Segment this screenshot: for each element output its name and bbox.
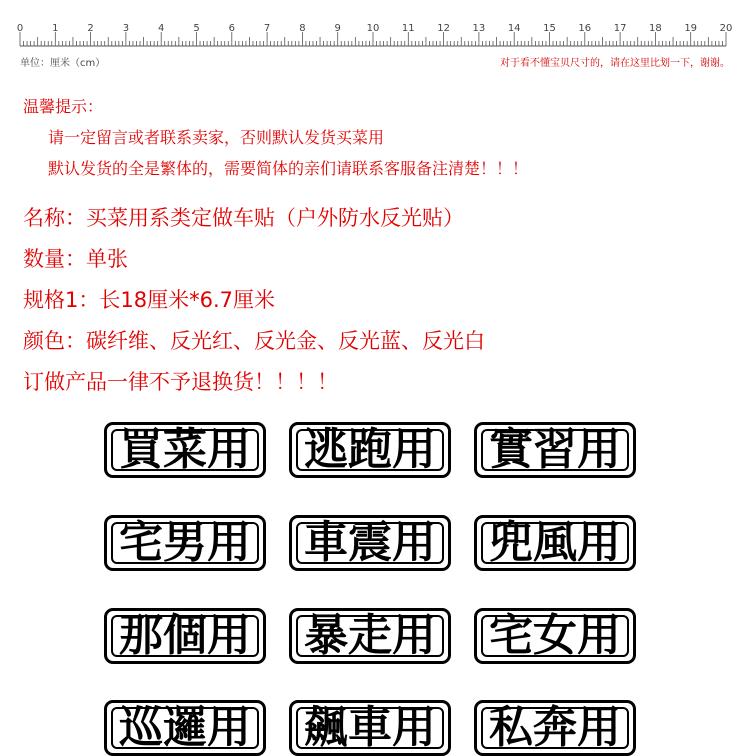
- sticker-label: 實習用: [489, 424, 621, 475]
- sticker: [104, 422, 266, 478]
- ruler-number: 18: [649, 23, 662, 34]
- spec-quantity: 数量：单张: [23, 247, 128, 271]
- sticker: [474, 515, 636, 571]
- tips-line-2: 默认发货的全是繁体的，需要简体的亲们请联系客服备注清楚！！！: [48, 159, 529, 178]
- spec-size: 规格1：长18厘米*6.7厘米: [23, 288, 275, 312]
- sticker: [474, 700, 636, 756]
- sticker: [104, 608, 266, 664]
- ruler-note: 对于看不懂宝贝尺寸的，请在这里比划一下，谢谢。: [500, 58, 730, 69]
- ruler-number: 16: [578, 23, 592, 34]
- ruler-number: 2: [87, 23, 94, 34]
- ruler-number: 19: [684, 23, 698, 34]
- spec-name: 名称：买菜用系类定做车贴（户外防水反光贴）: [23, 206, 464, 230]
- ruler-number: 8: [299, 23, 306, 34]
- sticker: [289, 608, 451, 664]
- sticker-label: 車震用: [304, 517, 436, 568]
- ruler-number: 17: [613, 23, 627, 34]
- ruler-number: 4: [158, 23, 165, 34]
- ruler-number: 14: [507, 23, 521, 34]
- sticker-label: 飆車用: [304, 702, 436, 753]
- sticker: [104, 515, 266, 571]
- ruler-number: 7: [263, 23, 271, 34]
- ruler-number: 0: [16, 23, 24, 34]
- sticker: [474, 422, 636, 478]
- sticker: [474, 608, 636, 664]
- ruler-number: 11: [401, 23, 415, 34]
- sticker-label: 逃跑用: [304, 424, 436, 475]
- ruler-number: 13: [472, 23, 486, 34]
- sticker: [289, 422, 451, 478]
- sticker-label: 巡邏用: [119, 702, 251, 753]
- sticker: [104, 700, 266, 756]
- tips-line-1: 请一定留言或者联系卖家，否则默认发货买菜用: [48, 128, 385, 147]
- ruler-number: 15: [543, 23, 556, 34]
- sticker-label: 暴走用: [304, 610, 436, 661]
- ruler-number: 12: [437, 23, 450, 34]
- ruler-number: 3: [122, 23, 130, 34]
- sticker-label: 私奔用: [489, 702, 621, 753]
- ruler-number: 6: [228, 23, 235, 34]
- unit-label: 单位：厘米（cm）: [20, 58, 106, 69]
- sticker: [289, 700, 451, 756]
- ruler-number: 20: [719, 23, 733, 34]
- spec-colors: 颜色：碳纤维、反光红、反光金、反光蓝、反光白: [23, 329, 485, 353]
- ruler-number: 10: [366, 23, 380, 34]
- spec-no-return: 订做产品一律不予退换货！！！！: [23, 370, 338, 394]
- sticker-label: 宅女用: [489, 610, 621, 661]
- ruler-number: 1: [52, 23, 59, 34]
- ruler-number: 9: [334, 23, 341, 34]
- ruler-number: 5: [193, 23, 200, 34]
- sticker-label: 買菜用: [119, 424, 251, 475]
- sticker-label: 宅男用: [119, 517, 251, 568]
- sticker-label: 那個用: [119, 610, 251, 661]
- sticker: [289, 515, 451, 571]
- tips-title: 温馨提示：: [23, 97, 104, 116]
- sticker-label: 兜風用: [489, 517, 621, 568]
